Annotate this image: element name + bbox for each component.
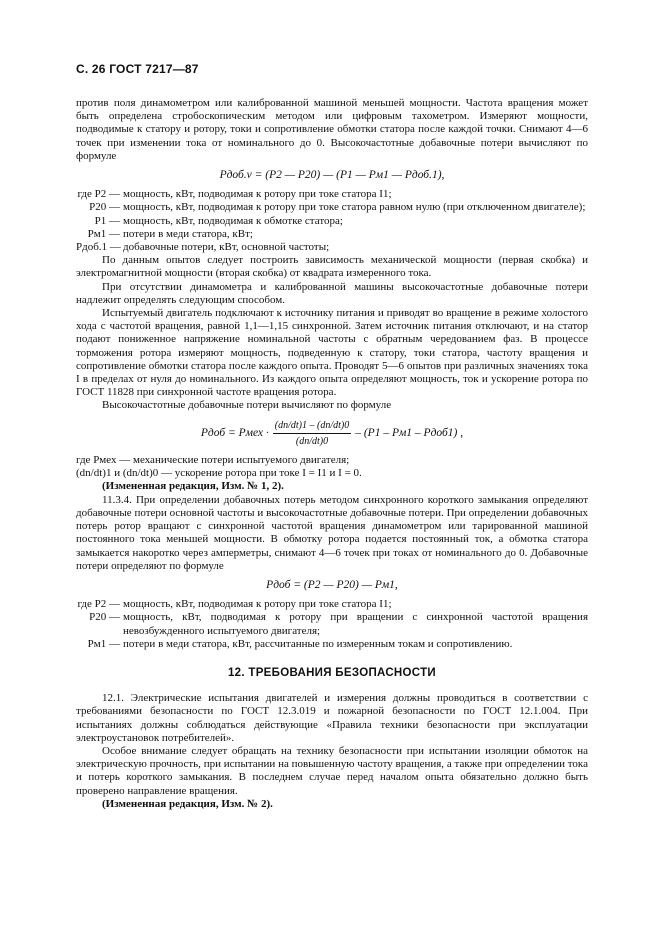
paragraph: Испытуемый двигатель подключают к источнику питания и приводят во вращение в режиме холостого хода с частотой вращения, равной 1,1—1,15 синхронной. Затем источник питания отключают, и на статор подают пониженное напряжение номинальной частоты с обратным чередованием фаз. В процессе торможения ротора измеряют мощность, подведенную к статору, токи статора, частоту вращения и сопротивление обмотки статора после каждого опыта. Проводят 5—6 опытов при различных значениях тока I в пределах от нуля до номинального. Из каждого опыта определяют мощность, ток и ускорение ротора по ГОСТ 11828 при синхронной частоте вращения ротора. <box>76 307 588 399</box>
where-acceleration: (dn/dt)1 и (dn/dt)0 — ускорение ротора при токе I = I1 и I = 0. <box>76 467 362 480</box>
where-label: P20 — <box>89 201 120 214</box>
where-label: где P2 — <box>77 188 120 201</box>
formula-additional-losses: Pдоб = (P2 — P20) — Pм1, <box>266 578 398 591</box>
where-label: P1 — <box>94 214 120 227</box>
paragraph-11-3-4: 11.3.4. При определении добавочных потерь методом синхронного короткого замыкания определяют добавочные потери основной частоты и высокочастотные добавочные потери. При определении добавочных потерь ротор вращают с синхронной частотой вращения динамометром или тарированной машиной постоянного тока меньшей мощности. В обмотку ротора подается постоянный ток, а обмотка статора замыкается накоротко через амперметры, снимают 4—6 точек при токах от номинального до 0. Добавочные потери определяют по формуле <box>76 493 588 572</box>
where-list-1 <box>76 188 588 254</box>
formula-fraction <box>273 419 351 448</box>
paragraph: Высокочастотные добавочные потери вычисляют по формуле <box>102 399 392 412</box>
paragraph-continuation: против поля динамометром или калиброванной машиной меньшей мощности. Частота вращения может быть определена стробоскопическим методом или цифровым тахометром. Измеряют мощности, подводимые к статору и ротору, токи и сопротивление обмотки статора после каждой точки. Снимают 4—6 точек при изменении тока от номинального до 0. Высокочастотные добавочные потери вычисляют по формуле <box>76 97 588 162</box>
formula-high-freq-losses-2 <box>76 419 588 448</box>
fraction-numerator: (dn/dt)1 – (dn/dt)0 <box>273 419 351 434</box>
where-item <box>76 201 588 214</box>
where-item <box>76 638 588 651</box>
where-item <box>76 188 588 201</box>
change-note: (Измененная редакция, Изм. № 1, 2). <box>102 480 284 493</box>
where-item <box>76 611 588 637</box>
paragraph: По данным опытов следует построить зависимость механической мощности (первая скобка) и электромагнитной мощности (вторая скобка) от квадрата измеренного тока. <box>76 254 588 280</box>
where-text: потери в меди статора, кВт, рассчитанные по измеренным токам и сопротивлению. <box>123 637 513 650</box>
where-text: мощность, кВт, подводимая к ротору при токе статора I1; <box>123 188 392 201</box>
where-text: мощность, кВт, подводимая к ротору при токе статора I1; <box>123 598 392 611</box>
paragraph: При отсутствии динамометра и калиброванной машины высокочастотные добавочные потери надлежит определять следующим способом. <box>76 280 588 306</box>
where-label: Pдоб.1 — <box>76 241 121 254</box>
where-item <box>76 228 588 241</box>
formula-rhs: – (P1 – Pм1 – Pдоб1) , <box>355 426 464 439</box>
change-note: (Измененная редакция, Изм. № 2). <box>102 797 273 810</box>
page-content <box>76 97 588 811</box>
where-item <box>76 241 588 254</box>
where-text: мощность, кВт, подводимая к обмотке статора; <box>123 214 343 227</box>
paragraph-12-1: 12.1. Электрические испытания двигателей и измерения должны проводиться в соответствии с требованиями безопасности по ГОСТ 12.3.019 и пожарной безопасности по ГОСТ 12.1.004. При испытаниях должны соблюдаться действующие «Правила техники безопасности при эксплуатации электроустановок потребителей». <box>76 692 588 744</box>
where-text: добавочные потери, кВт, основной частоты; <box>123 241 330 254</box>
where-text: потери в меди статора, кВт; <box>123 227 253 240</box>
where-label: Pм1 — <box>87 637 120 650</box>
where-text: мощность, кВт, подводимая к ротору при вращении с синхронной частотой вращения невозбужденного испытуемого двигателя; <box>123 611 588 637</box>
section-title-safety: 12. ТРЕБОВАНИЯ БЕЗОПАСНОСТИ <box>227 666 436 679</box>
formula-high-freq-losses: Pдоб.v = (P2 — P20) — (P1 — Pм1 — Pдоб.1), <box>219 169 445 182</box>
where-item <box>76 215 588 228</box>
paragraph: Особое внимание следует обращать на технику безопасности при испытании изоляции обмоток на электрическую прочность, при испытании на повышенную частоту вращения, а также при определении тока и потерь короткого замыкания. В последнем случае перед началом опыта обязательно должно быть проверено направление вращения. <box>76 744 588 797</box>
formula-lhs: Pдоб = Pмех · <box>200 426 269 439</box>
where-mech-losses: где Pмех — механические потери испытуемого двигателя; <box>76 454 350 467</box>
page-header: С. 26 ГОСТ 7217—87 <box>76 62 199 76</box>
where-item <box>76 598 588 611</box>
where-text: мощность, кВт, подводимая к ротору при токе статора равном нулю (при отключенном двигателе); <box>123 201 586 214</box>
where-list-2 <box>76 598 588 651</box>
where-label: где P2 — <box>77 598 120 611</box>
fraction-denominator: (dn/dt)0 <box>295 435 329 447</box>
where-label: P20 — <box>89 611 120 624</box>
where-label: Pм1 — <box>87 227 120 240</box>
